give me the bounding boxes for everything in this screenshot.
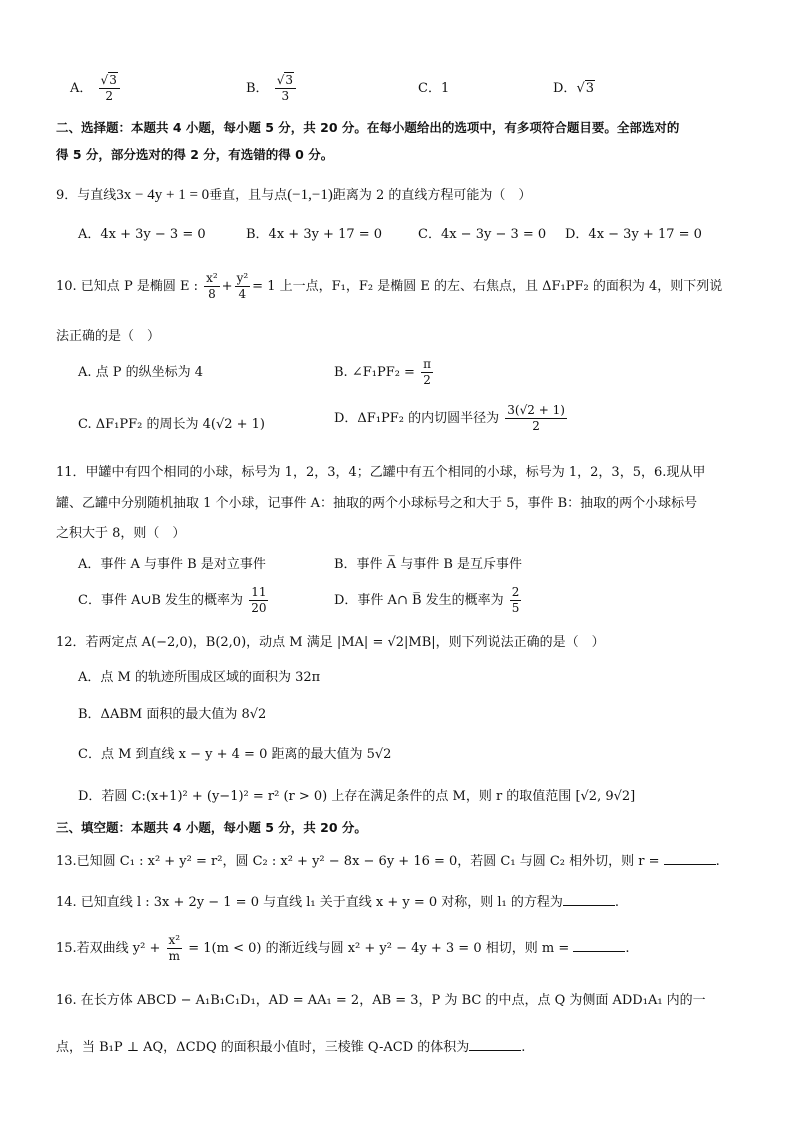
q8-option-c: C．1 xyxy=(418,81,450,96)
q11-stem-line2: 罐、乙罐中分别随机抽取 1 个小球，记事件 A：抽取的两个小球标号之和大于 5，事件 B：抽取的两个小球标号 xyxy=(56,496,698,511)
answer-blank[interactable] xyxy=(664,852,716,865)
q10-option-d: D．ΔF₁PF₂ 的内切圆半径为 $\frac{3(√2 + 1)}{2}$ xyxy=(334,403,565,434)
q16-line1: 16. 在长方体 ABCD − A₁B₁C₁D₁，AD = AA₁ = 2，AB = 3，P 为 BC 的中点，点 Q 为侧面 ADD₁A₁ 内的一 xyxy=(56,993,706,1008)
q8-option-d: D．√3 xyxy=(553,81,595,96)
q8-option-b: B． $\frac{√3}{3}$ xyxy=(246,74,298,103)
section2-heading-line1: 二、选择题：本题共 4 小题，每小题 5 分，共 20 分。在每小题给出的选项中，有多项符合题目要。全部选对的 xyxy=(56,120,680,135)
answer-blank[interactable] xyxy=(563,893,615,906)
q15-text: 15.若双曲线 y² + $\frac{\text{x²}}{m}$ = 1(m < 0) 的渐近线与圆 x² + y² − 4y + 3 = 0 相切，则 m = . xyxy=(56,933,630,964)
q8-option-a: A． $\frac{√3}{2}$ xyxy=(70,74,122,103)
q9-stem: 9．与直线3x − 4y + 1 = 0垂直，且与点(−1,−1)距离为 2 的直线方程可能为（ ） xyxy=(56,187,532,203)
q10-stem-line2: 法正确的是（ ） xyxy=(56,329,161,344)
q9-option-d: D．4x − 3y + 17 = 0 xyxy=(565,227,702,242)
q11-stem-line1: 11．甲罐中有四个相同的小球，标号为 1，2，3，4；乙罐中有五个相同的小球，标号为 1，2，3，5，6.现从甲 xyxy=(56,465,706,480)
q13-text: 13.已知圆 C₁ : x² + y² = r²，圆 C₂ : x² + y² − 8x − 6y + 16 = 0，若圆 C₁ 与圆 C₂ 相外切，则 r = . xyxy=(56,854,720,869)
q12-option-c: C．点 M 到直线 x − y + 4 = 0 距离的最大值为 5√2 xyxy=(78,747,392,762)
q10-option-c: C. ΔF₁PF₂ 的周长为 4(√2 + 1) xyxy=(78,417,266,432)
answer-blank[interactable] xyxy=(469,1038,521,1051)
q11-option-b: B．事件 A̅ 与事件 B 是互斥事件 xyxy=(334,557,523,572)
q12-option-a: A．点 M 的轨迹所围成区域的面积为 32π xyxy=(78,670,321,685)
q11-option-d: D．事件 A∩ B̅ 发生的概率为 $\frac{2}{5}$ xyxy=(334,585,520,616)
section2-heading-line2: 得 5 分，部分选对的得 2 分，有选错的得 0 分。 xyxy=(56,147,334,162)
q9-option-c: C．4x − 3y − 3 = 0 xyxy=(418,227,547,242)
q9-option-a: A．4x + 3y − 3 = 0 xyxy=(78,227,206,242)
q16-line2: 点，当 B₁P ⊥ AQ，ΔCDQ 的面积最小值时，三棱锥 Q-ACD 的体积为 . xyxy=(56,1040,526,1055)
q10-option-a: A. 点 P 的纵坐标为 4 xyxy=(78,365,204,380)
q11-option-c: C．事件 A∪B 发生的概率为 $\frac{11}{20}$ xyxy=(78,585,267,616)
q12-option-b: B．ΔABM 面积的最大值为 8√2 xyxy=(78,707,267,722)
answer-blank[interactable] xyxy=(573,939,625,952)
q14-text: 14. 已知直线 l : 3x + 2y − 1 = 0 与直线 l₁ 关于直线 x + y = 0 对称，则 l₁ 的方程为 . xyxy=(56,895,620,910)
q10-option-b: B. ∠F₁PF₂ = $\frac{\pi}{2}$ xyxy=(334,357,431,388)
q12-option-d: D．若圆 C:(x+1)² + (y−1)² = r² (r > 0) 上存在满足条件的点 M，则 r 的取值范围 [√2, 9√2] xyxy=(78,789,636,804)
q11-stem-line3: 之积大于 8，则（ ） xyxy=(56,526,186,541)
q12-stem: 12．若两定点 A(−2,0)，B(2,0)，动点 M 满足 |MA| = √2|MB|，则下列说法正确的是（ ） xyxy=(56,635,605,650)
q11-option-a: A．事件 A 与事件 B 是对立事件 xyxy=(78,557,266,572)
q10-stem-line1: 10. 已知点 P 是椭圆 E : $\frac{\text{x²}}{8}$ + $\frac{\text{y²}}{4}$ = 1 上一点，F₁，F₂ 是椭圆 E 的左、右焦点，且 ΔF₁PF₂ 的面积为 4，则下列说 xyxy=(56,271,723,302)
q9-option-b: B．4x + 3y + 17 = 0 xyxy=(246,227,383,242)
section3-heading: 三、填空题：本题共 4 小题，每小题 5 分，共 20 分。 xyxy=(56,820,367,835)
